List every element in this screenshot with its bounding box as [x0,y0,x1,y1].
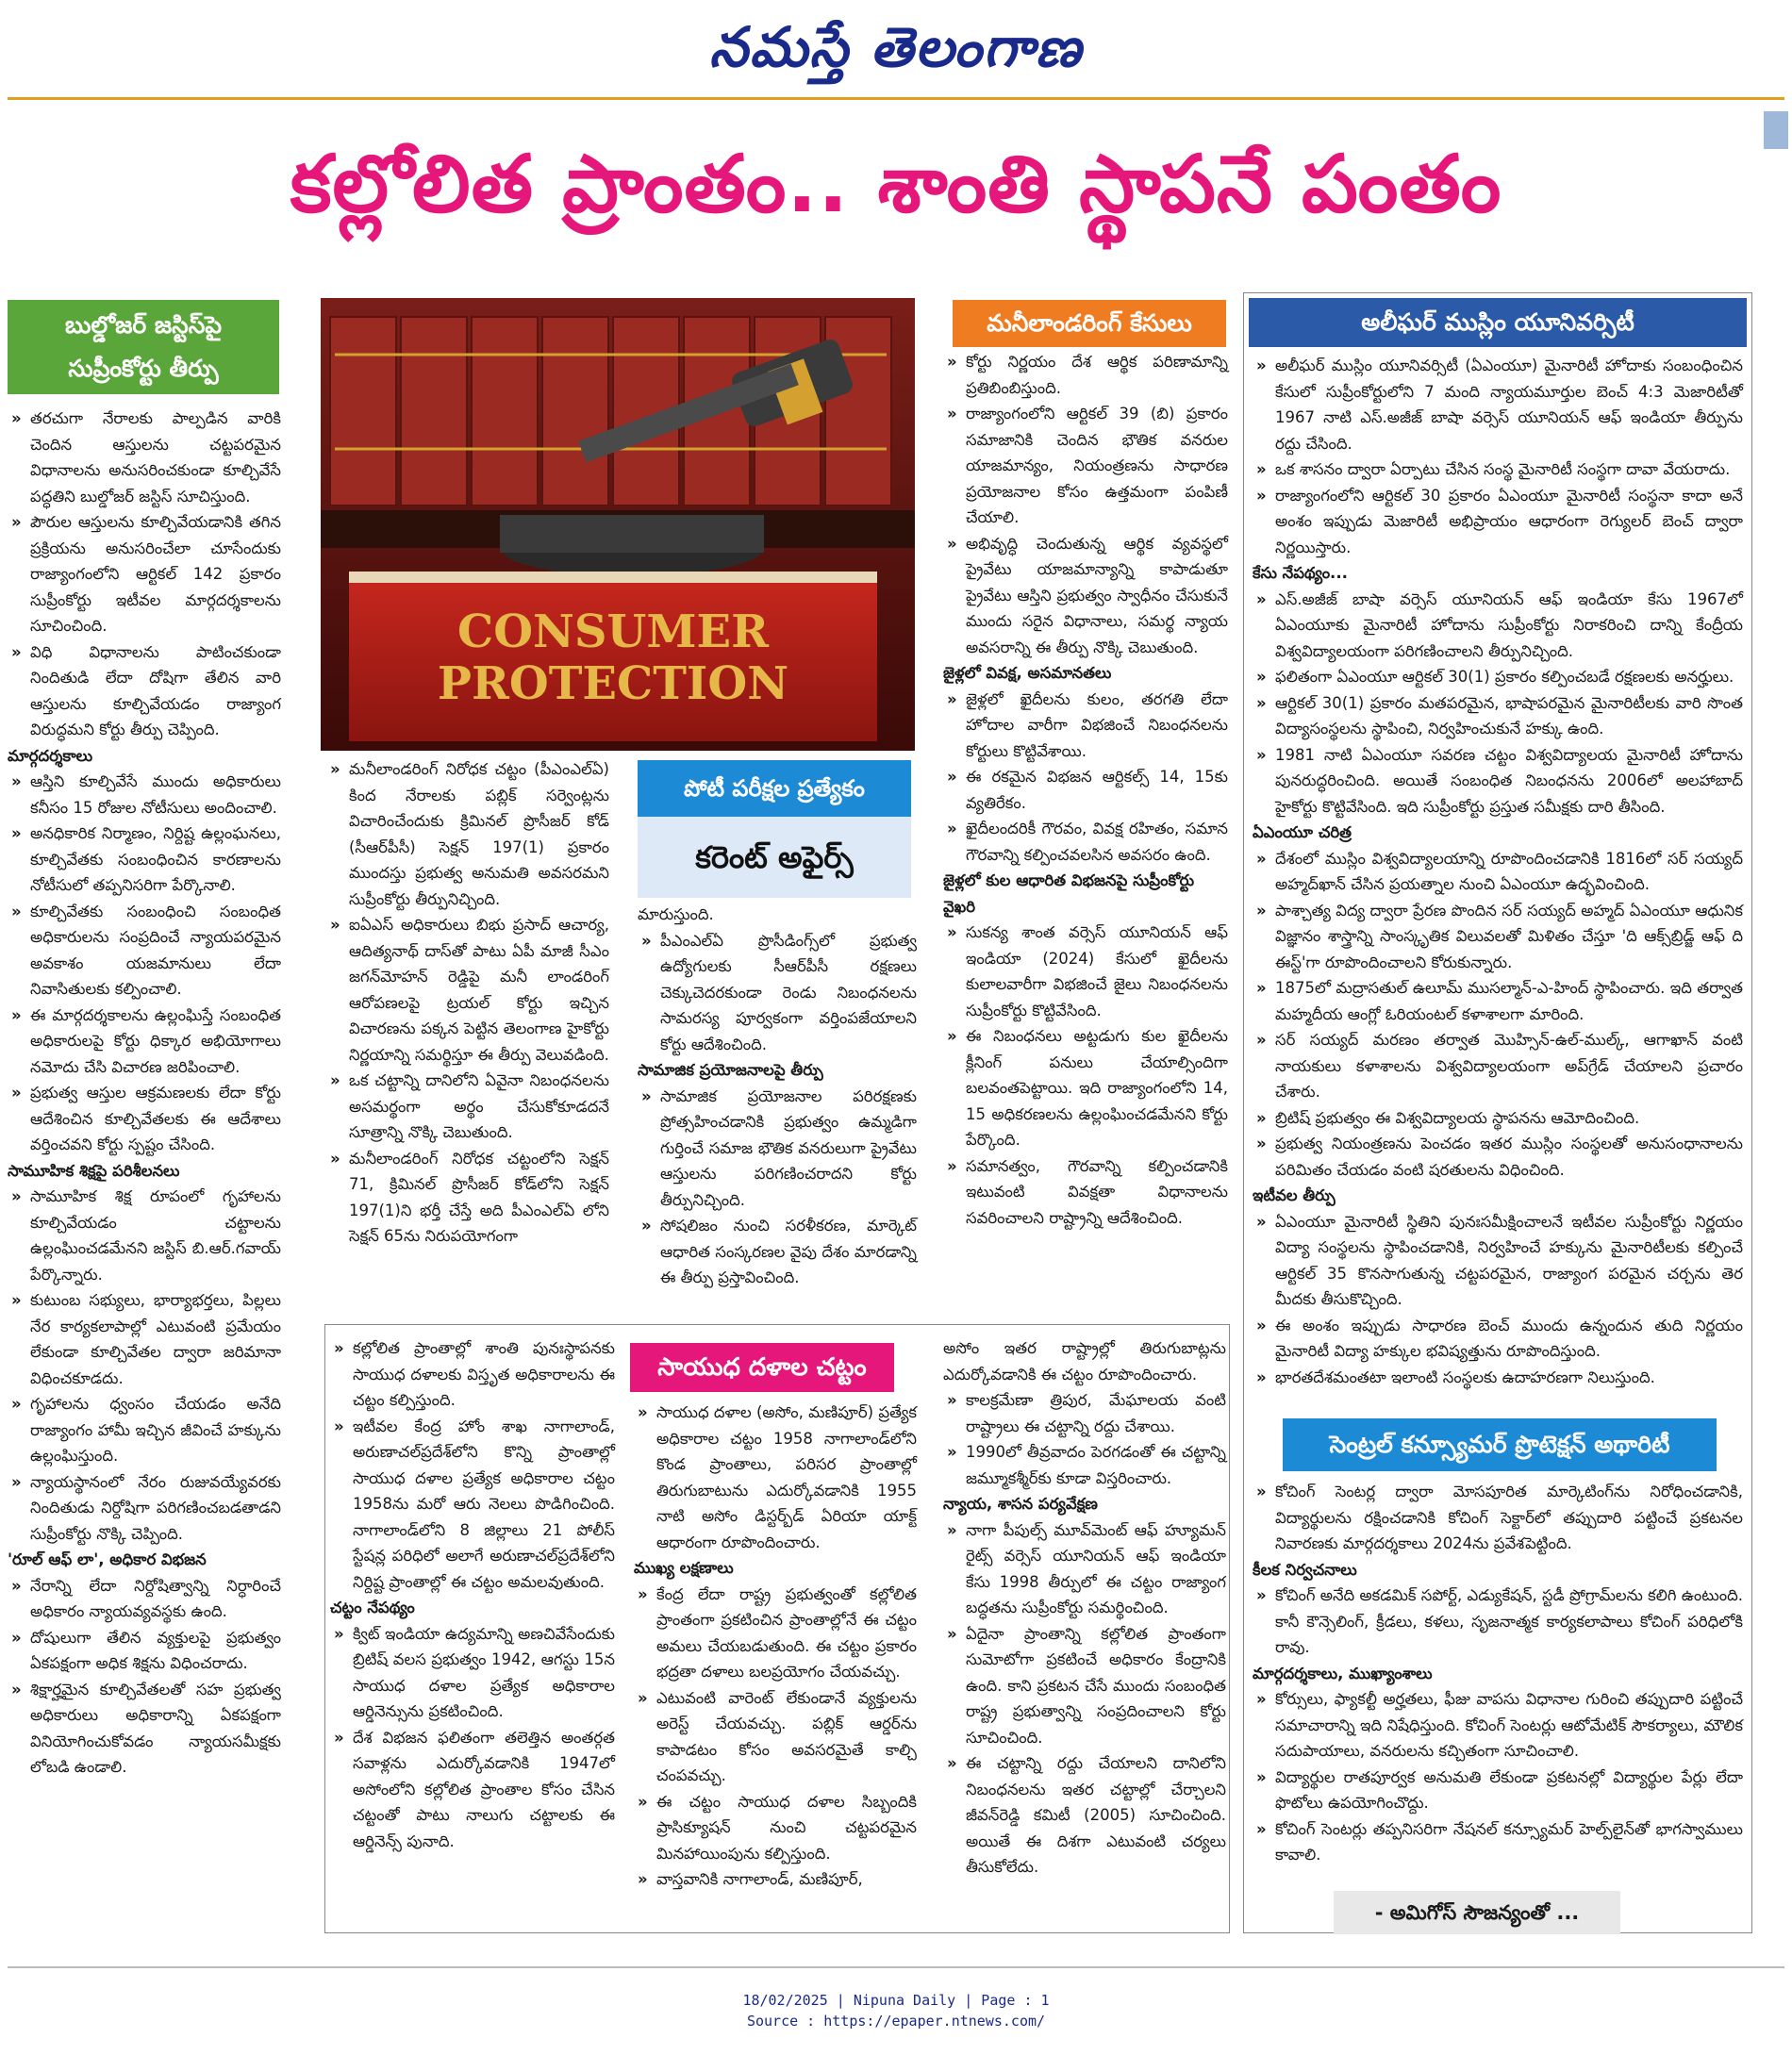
column-moneylaundering-b [638,902,917,1291]
column-armed-c [943,1335,1226,1881]
paragraph: » కోర్సులు, ఫ్యాకల్టీ అర్హతలు, ఫీజు వాపసు విధానాల గురించి తప్పుదారి పట్టించే సమాచారాన్ని ఇది నిషేధిస్తుంది. కోచింగ్ సెంటర్లు ఆటోమేటిక్ సౌకర్యాలు, మౌలిక సదుపాయాలు, వనరులను కచ్చితంగా సూచించాలి. [1253,1686,1743,1765]
bulldozer-title-line2: సుప్రీంకోర్టు తీర్పు [68,355,219,382]
paragraph: » కూల్చివేతకు సంబంధించి సంబంధిత అధికారులను సంప్రదించే న్యాయపరమైన అవకాశం యజమానులు లేదా నివాసితులకు కల్పించాలి. [8,899,281,1003]
paragraph: » ప్రభుత్వ నియంత్రణను పెంచడం ఇతర ముస్లిం సంస్థలతో అనుసంధానాలను పరిమితం చేయడం వంటి షరతులను విధించింది. [1253,1131,1743,1183]
subheading: మార్గదర్శకాలు [8,746,93,765]
paragraph: » కోచింగ్ అనేది అకడమిక్ సపోర్ట్, ఎడ్యుకేషన్, స్టడీ ప్రోగ్రామ్‌లను కలిగి ఉంటుంది. కానీ కౌన్సెలింగ్, క్రీడలు, కళలు, సృజనాత్మక కార్యకలాపాలు కోచింగ్ పరిధిలోకి రావు. [1253,1583,1743,1661]
book-title-line1: CONSUMER [456,605,770,658]
paragraph: » కాలక్రమేణా త్రిపుర, మేఘాలయ వంటి రాష్ట్రాలు ఈ చట్టాన్ని రద్దు చేశాయి. [943,1387,1226,1439]
paragraph: » కేంద్ర లేదా రాష్ట్ర ప్రభుత్వంతో కల్లోలిత ప్రాంతంగా ప్రకటించిన ప్రాంతాల్లోనే ఈ చట్టం అమలు చేయబడుతుంది. ఈ చట్టం ప్రకారం భద్రతా దళాలు బలప్రయోగం చేయవచ్చు. [634,1582,917,1685]
paragraph: » దోషులుగా తేలిన వ్యక్తులపై ప్రభుత్వం ఏకపక్షంగా అధిక శిక్షను విధించరాదు. [8,1625,281,1677]
consumer-protection-photo [321,298,915,751]
paragraph: » ఫలితంగా ఏఎంయూ ఆర్టికల్ 30(1) ప్రకారం కల్పించబడే రక్షణలకు అనర్హులు. [1253,664,1743,690]
subheading: జైళ్లలో వివక్ష, అసమానతలు [943,664,1112,682]
paragraph: » సోషలిజం నుంచి సరళీకరణ, మార్కెట్ ఆధారిత సంస్కరణల వైపు దేశం మారడాన్ని ఈ తీర్పు ప్రస్తావించింది. [638,1213,917,1291]
subheading: సామాజిక ప్రయోజనాలపై తీర్పు [638,1061,823,1079]
paragraph: » ఏఎంయూ మైనారిటీ స్థితిని పునఃసమీక్షించాలనే ఇటీవల సుప్రీంకోర్టు నిర్ణయం విద్యా సంస్థలను స్థాపించడానికి, నిర్వహించే హక్కును మైనారిటీలకు కల్పించే ఆర్టికల్ 35 కొనసాగుతున్న చట్టపరమైన, రాజ్యాంగ పరమైన చర్చను తెర మీదకు తీసుకొచ్చింది. [1253,1209,1743,1313]
paragraph: » నాగా పీపుల్స్ మూవ్‌మెంట్ ఆఫ్ హ్యూమన్ రైట్స్ వర్సెస్ యూనియన్ ఆఫ్ ఇండియా కేసు 1998 తీర్పులో ఈ చట్టం రాజ్యాంగ బద్ధతను సుప్రీంకోర్టు సమర్థించింది. [943,1517,1226,1621]
paragraph: » ఎస్.అజీజ్ బాషా వర్సెస్ యూనియన్ ఆఫ్ ఇండియా కేసు 1967లో ఏఎంయూకు మైనారిటీ హోదాను సుప్రీంకోర్టు నిరాకరించి దాన్ని కేంద్రీయ విశ్వవిద్యాలయంగా పరిగణించాలని తీర్పునిచ్చింది. [1253,587,1743,665]
paragraph: » ఈ రకమైన విభజన ఆర్టికల్స్ 14, 15కు వ్యతిరేకం. [943,764,1228,816]
column-armed-a [330,1335,615,1854]
page-headline: కల్లోలిత ప్రాంతం.. శాంతి స్థాపనే పంతం [290,138,1502,230]
newspaper-logo: నమస్తే తెలంగాణ [709,15,1083,79]
page-footer [0,1990,1792,2031]
paragraph: » ప్రభుత్వ ఆస్తుల ఆక్రమణలకు లేదా కోర్టు ఆదేశించిన కూల్చివేతలకు ఈ ఆదేశాలు వర్తించవని కోర్టు స్పష్టం చేసింది. [8,1080,281,1158]
paragraph: » సుకన్య శాంత వర్సెస్ యూనియన్ ఆఫ్ ఇండియా (2024) కేసులో ఖైదీలను కులాలవారీగా విభజించే జైలు నిబంధనలను సుప్రీంకోర్టు కొట్టివేసింది. [943,920,1228,1023]
paragraph: » దేశంలో ముస్లిం విశ్వవిద్యాలయాన్ని రూపొందించడానికి 1816లో సర్ సయ్యద్ అహ్మద్‌ఖాన్ చేసిన ప్రయత్నాల నుంచి ఏఎంయూ ఉద్భవించింది. [1253,846,1743,898]
footer-source-line: Source : https://epaper.ntnews.com/ [746,2013,1046,2030]
paragraph: » ఎటువంటి వారెంట్ లేకుండానే వ్యక్తులను అరెస్ట్ చేయవచ్చు. పబ్లిక్ ఆర్డర్‌ను కాపాడటం కోసం అవసరమైతే కాల్చి చంపవచ్చు. [634,1685,917,1789]
paragraph: » సర్ సయ్యద్ మరణం తర్వాత మొహ్సిన్-ఉల్-ముల్క్, ఆగాఖాన్ వంటి నాయకులు కళాశాలను విశ్వవిద్యాలయంగా అప్‌గ్రేడ్ చేయాలని ప్రచారం చేశారు. [1253,1027,1743,1105]
column-moneylaundering-c [943,349,1228,1231]
paragraph: » ఆస్తిని కూల్చివేసే ముందు అధికారులు కనీసం 15 రోజుల నోటీసులు అందించాలి. [8,769,281,820]
paragraph: మారుస్తుంది. [638,905,714,923]
footer-date-line: 18/02/2025 | Nipuna Daily | Page : 1 [742,1992,1050,2009]
paragraph: » పీఎంఎల్‌ఏ ప్రొసీడింగ్స్‌లో ప్రభుత్వ ఉద్యోగులకు సీఆర్‌పీసీ రక్షణలు చెక్కుచెదరకుండా రెండు నిబంధనలను సామరస్య పూర్వకంగా వర్తింపజేయాలని కోర్టు ఆదేశించింది. [638,928,917,1058]
paragraph: » సాయుధ దళాల (అసోం, మణిపూర్) ప్రత్యేక అధికారాల చట్టం 1958 నాగాలాండ్‌లోని కొండ ప్రాంతాలు, పరిసర ప్రాంతాల్లో తిరుగుబాటును ఎదుర్కోవడానికి 1955 నాటి అసోం డిస్టర్బ్‌డ్ ఏరియా యాక్ట్ ఆధారంగా రూపొందించారు. [634,1400,917,1555]
paragraph: » ఈ నిబంధనలు అట్టడుగు కుల ఖైదీలను క్లీనింగ్ పనులు చేయాల్సిందిగా బలవంతపెట్టాయి. ఇది రాజ్యాంగంలోని 14, 15 అధికరణలను ఉల్లంఘించడమేనని కోర్టు పేర్కొంది. [943,1023,1228,1153]
paragraph: » బ్రిటిష్ ప్రభుత్వం ఈ విశ్వవిద్యాలయ స్థాపనను ఆమోదించింది. [1253,1105,1743,1132]
armed-forces-title-box: సాయుధ దళాల చట్టం [630,1343,894,1392]
subheading: ఏఎంయూ చరిత్ర [1253,823,1352,841]
paragraph: » 1875లో మద్రాసతుల్ ఉలూమ్ ముసల్మాన్-ఎ-హింద్ స్థాపించారు. ఇది తర్వాత మహ్మదీయ ఆంగ్లో ఓరియంటల్ కళాశాలగా మారింది. [1253,975,1743,1027]
paragraph: » అలీఘర్ ముస్లిం యూనివర్సిటీ (ఏఎంయూ) మైనారిటీ హోదాకు సంబంధించిన కేసులో సుప్రీంకోర్టులోని 7 మంది న్యాయమూర్తుల బెంచ్ 4:3 మెజారిటీతో 1967 నాటి ఎస్.అజీజ్ బాషా వర్సెస్ యూనియన్ ఆఫ్ ఇండియా తీర్పును రద్దు చేసింది. [1253,353,1743,456]
paragraph: అసోం ఇతర రాష్ట్రాల్లో తిరుగుబాట్లను ఎదుర్కోవడానికి ఈ చట్టం రూపొందించారు. [943,1339,1226,1384]
paragraph: » సామూహిక శిక్ష రూపంలో గృహాలను కూల్చివేయడం చట్టాలను ఉల్లంఘించడమేనని జస్టిస్ బి.ఆర్.గవాయ్ పేర్కొన్నారు. [8,1184,281,1287]
paragraph: » సామాజిక ప్రయోజనాల పరిరక్షణకు ప్రోత్సహించడానికి ప్రభుత్వం ఉమ్మడిగా గుర్తించే సమాజ భౌతిక వనరులుగా ప్రైవేటు ఆస్తులను పరిగణించరాదని కోర్టు తీర్పునిచ్చింది. [638,1084,917,1214]
paragraph: » 1990లో తీవ్రవాదం పెరగడంతో ఈ చట్టాన్ని జమ్మూకశ్మీర్‌కు కూడా విస్తరించారు. [943,1439,1226,1491]
paragraph: » కోచింగ్ సెంటర్ల ద్వారా మోసపూరిత మార్కెటింగ్‌ను నిరోధించడానికి, విద్యార్థులను రక్షించడానికి కోచింగ్ సెక్టార్‌లో తప్పుదారి పట్టించే ప్రకటనల నివారణకు మార్గదర్శకాలు 2024ను ప్రవేశపెట్టింది. [1253,1479,1743,1557]
paragraph: » ఈ చట్టం సాయుధ దళాల సిబ్బందికి ప్రాసిక్యూషన్ నుంచి చట్టపరమైన మినహాయింపును కల్పిస్తుంది. [634,1789,917,1867]
paragraph: » ఇటీవల కేంద్ర హోం శాఖ నాగాలాండ్, అరుణాచల్‌ప్రదేశ్‌లోని కొన్ని ప్రాంతాల్లో సాయుధ దళాల ప్రత్యేక అధికారాల చట్టం 1958ను మరో ఆరు నెలలు పొడిగించింది. నాగాలాండ్‌లోని 8 జిల్లాలు 21 పోలీస్ స్టేషన్ల పరిధిలో అలాగే అరుణాచల్‌ప్రదేశ్‌లోని నిర్దిష్ట ప్రాంతాల్లో ఈ చట్టం అమలవుతుంది. [330,1414,615,1596]
column-bulldozer [8,406,281,1781]
paragraph: » వాస్తవానికి నాగాలాండ్, మణిపూర్, [634,1866,917,1893]
current-affairs-label: కరెంట్ అఫైర్స్ [638,817,911,898]
paragraph: » ఈ మార్గదర్శకాలను ఉల్లంఘిస్తే సంబంధిత అధికారులపై కోర్టు ధిక్కార అభియోగాలు నమోదు చేసి విచారణ జరిపించాలి. [8,1003,281,1081]
paragraph: » అనధికారిక నిర్మాణం, నిర్దిష్ట ఉల్లంఘనలు, కూల్చివేతకు సంబంధించిన కారణాలను నోటీసులో తప్పనిసరిగా పేర్కొనాలి. [8,820,281,899]
subheading: సామూహిక శిక్షపై పరిశీలనలు [8,1161,180,1180]
subheading: కేసు నేపథ్యం... [1253,564,1348,582]
column-aligarh [1253,353,1743,1390]
paragraph: » అభివృద్ధి చెందుతున్న ఆర్థిక వ్యవస్థలో ప్రైవేటు యాజమాన్యాన్ని కాపాడుతూ ప్రైవేటు ఆస్తిని ప్రభుత్వం స్వాధీనం చేసుకునే ముందు సరైన విధానాలు, సమర్థ న్యాయ అవసరాన్ని ఈ తీర్పు నొక్కి చెబుతుంది. [943,531,1228,661]
paragraph: » 1981 నాటి ఏఎంయూ సవరణ చట్టం విశ్వవిద్యాలయ మైనారిటీ హోదాను పునరుద్ధరించింది. అయితే సంబంధిత నిబంధనను 2006లో అలహాబాద్ హైకోర్టు కొట్టివేసింది. ఇది సుప్రీంకోర్టు ప్రస్తుత సమీక్షకు దారి తీసింది. [1253,742,1743,820]
column-moneylaundering-a [326,756,609,1250]
subheading: ఇటీవల తీర్పు [1253,1186,1336,1204]
paragraph: » ఆర్టికల్ 30(1) ప్రకారం మతపరమైన, భాషాపరమైన మైనారిటీలకు వారి సొంత విద్యాసంస్థలను స్థాపించి, నిర్వహించుకునే హక్కు ఉంది. [1253,690,1743,742]
paragraph: » రాజ్యాంగంలోని ఆర్టికల్ 30 ప్రకారం ఏఎంయూ మైనారిటీ సంస్థనా కాదా అనే అంశం ఇప్పుడు మెజారిటీ అభిప్రాయం ఆధారంగా రెగ్యులర్ బెంచ్ ద్వారా నిర్ణయిస్తారు. [1253,483,1743,561]
paragraph: » భారతదేశమంతటా ఇలాంటి సంస్థలకు ఉదాహరణగా నిలుస్తుంది. [1253,1365,1743,1391]
subheading: ముఖ్య లక్షణాలు [634,1559,734,1577]
paragraph: » ఒక శాసనం ద్వారా ఏర్పాటు చేసిన సంస్థ మైనారిటీ సంస్థగా దావా వేయరాదు. [1253,456,1743,483]
paragraph: » ఖైదీలందరికీ గౌరవం, వివక్ష రహితం, సమాన గౌరవాన్ని కల్పించవలసిన అవసరం ఉంది. [943,816,1228,868]
column-armed-b [634,1400,917,1893]
paragraph: » ఈ చట్టాన్ని రద్దు చేయాలని దానిలోని నిబంధనలను ఇతర చట్టాల్లో చేర్చాలని జీవన్‌రెడ్డి కమిటీ (2005) సూచించింది. అయితే ఈ దిశగా ఎటువంటి చర్యలు తీసుకోలేదు. [943,1750,1226,1881]
paragraph: » న్యాయస్థానంలో నేరం రుజువయ్యేవరకు నిందితుడు నిర్దోషిగా పరిగణించబడతాడని సుప్రీంకోర్టు నొక్కి చెప్పింది. [8,1469,281,1548]
paragraph: » తరచుగా నేరాలకు పాల్పడిన వారికి చెందిన ఆస్తులను చట్టపరమైన విధానాలను అనుసరించకుండా కూల్చివేసే పద్ధతిని బుల్డోజర్ జస్టిస్ సూచిస్తుంది. [8,406,281,509]
paragraph: » ఐఏఎస్ అధికారులు బిభు ప్రసాద్ ఆచార్య, ఆదిత్యనాథ్ దాస్‌తో పాటు ఏపీ మాజీ సీఎం జగన్‌మోహన్ రెడ్డిపై మనీ లాండరింగ్ ఆరోపణలపై ట్రయల్ కోర్టు ఇచ్చిన విచారణను పక్కన పెట్టిన తెలంగాణ హైకోర్టు నిర్ణయాన్ని సమర్థిస్తూ ఈ తీర్పు వెలువడింది. [326,912,609,1068]
moneylaundering-title-box: మనీలాండరింగ్ కేసులు [953,300,1226,347]
paragraph: » మనీలాండరింగ్ నిరోధక చట్టం (పీఎంఎల్‌ఏ) కింద నేరాలకు పబ్లిక్ సర్వెంట్లను విచారించేందుకు క్రిమినల్ ప్రొసీజర్ కోడ్ (సీఆర్‌పీసీ) సెక్షన్ 197(1) ప్రకారం ముందస్తు ప్రభుత్వ అనుమతి అవసరమని సుప్రీంకోర్టు తీర్పునిచ్చింది. [326,756,609,912]
paragraph: » రాజ్యాంగంలోని ఆర్టికల్ 39 (బి) ప్రకారం సమాజానికి చెందిన భౌతిక వనరుల యాజమాన్యం, నియంత్రణను సాధారణ ప్రయోజనాల కోసం ఉత్తమంగా పంపిణీ చేయాలి. [943,401,1228,531]
exam-special-label: పోటీ పరీక్షల ప్రత్యేకం [638,760,911,817]
bulldozer-title-line1: బుల్డోజర్ జస్టిస్‌పై [64,311,223,339]
subheading: మార్గదర్శకాలు, ముఖ్యాంశాలు [1253,1664,1433,1682]
column-ccpa [1253,1479,1743,1868]
paragraph: » జైళ్లలో ఖైదీలను కులం, తరగతి లేదా హోదాల వారీగా విభజించే నిబంధనలను కోర్టులు కొట్టివేశాయి. [943,687,1228,765]
paragraph: » సమానత్వం, గౌరవాన్ని కల్పించడానికి ఇటువంటి వివక్షతా విధానాలను సవరించాలని రాష్ట్రాన్ని ఆదేశించింది. [943,1153,1228,1232]
paragraph: » మనీలాండరింగ్ నిరోధక చట్టంలోని సెక్షన్ 71, క్రిమినల్ ప్రొసీజర్ కోడ్‌లోని సెక్షన్ 197(1)ని భర్తీ చేస్తే అది పీఎంఎల్‌ఏ లోని సెక్షన్ 65ను నిరుపయోగంగా [326,1146,609,1250]
masthead [0,0,1792,99]
paragraph: » పాశ్చాత్య విద్య ద్వారా ప్రేరణ పొందిన సర్ సయ్యద్ అహ్మద్ ఏఎంయూ ఆధునిక విజ్ఞానం శాస్త్రాన్ని సాంస్కృతిక విలువలతో మిళితం చేస్తూ 'ది ఆక్స్‌బ్రిడ్జ్ ఆఫ్ ది ఈస్ట్'గా రూపొందించాలని కోరుకున్నారు. [1253,898,1743,976]
subheading: జైళ్లలో కుల ఆధారిత విభజనపై సుప్రీంకోర్టు వైఖరి [943,871,1195,916]
subheading: న్యాయ, శాసన పర్యవేక్షణ [943,1495,1098,1513]
paragraph: » కల్లోలిత ప్రాంతాల్లో శాంతి పునఃస్థాపనకు సాయుధ దళాలకు విస్తృత అధికారాలను ఈ చట్టం కల్పిస్తుంది. [330,1335,615,1414]
credit-label: - అమిగోస్ సౌజన్యంతో ... [1334,1891,1620,1934]
aligarh-title-box: అలీఘర్ ముస్లిం యూనివర్సిటీ [1249,298,1747,347]
subheading: కీలక నిర్వచనాలు [1253,1560,1357,1579]
paragraph: » ఒక చట్టాన్ని దానిలోని ఏవైనా నిబంధనలను అసమర్థంగా అర్థం చేసుకోకూడదనే సూత్రాన్ని నొక్కి చెబుతుంది. [326,1068,609,1146]
paragraph: » ఈ అంశం ఇప్పుడు సాధారణ బెంచ్ ముందు ఉన్నందున తుది నిర్ణయం మైనారిటీ విద్యా హక్కుల భవిష్యత్తును రూపొందిస్తుంది. [1253,1313,1743,1365]
bulldozer-title-box [8,300,279,394]
paragraph: » శిక్షార్హమైన కూల్చివేతలతో సహ ప్రభుత్వ అధికారులు అధికారాన్ని ఏకపక్షంగా వినియోగించుకోవడం న్యాయసమీక్షకు లోబడి ఉండాలి. [8,1677,281,1781]
gavel-book-illustration [321,298,915,751]
paragraph: » గృహాలను ధ్వంసం చేయడం అనేది రాజ్యాంగం హామీ ఇచ్చిన జీవించే హక్కును ఉల్లంఘిస్తుంది. [8,1391,281,1469]
paragraph: » విధి విధానాలను పాటించకుండా నిందితుడి లేదా దోషిగా తేలిన వారి ఆస్తులను కూల్చివేయడం రాజ్యాంగ విరుద్ధమని కోర్టు తీర్పు చెప్పింది. [8,639,281,743]
ccpa-title-box: సెంట్రల్ కన్స్యూమర్ ప్రొటెక్షన్ అథారిటీ [1283,1418,1717,1471]
paragraph: » విద్యార్థుల రాతపూర్వక అనుమతి లేకుండా ప్రకటనల్లో విద్యార్థుల పేర్లు లేదా ఫొటోలు ఉపయోగించొద్దు. [1253,1765,1743,1816]
paragraph: » కోచింగ్ సెంటర్లు తప్పనిసరిగా నేషనల్ కన్స్యూమర్ హెల్ప్‌లైన్‌తో భాగస్వాములు కావాలి. [1253,1816,1743,1868]
paragraph: » క్విట్ ఇండియా ఉద్యమాన్ని అణచివేసేందుకు బ్రిటిష్ వలస ప్రభుత్వం 1942, ఆగస్టు 15న సాయుధ దళాల ప్రత్యేక అధికారాల ఆర్డినెన్సును ప్రకటించింది. [330,1621,615,1725]
subheading: చట్టం నేపథ్యం [330,1599,415,1616]
paragraph: » ఏదైనా ప్రాంతాన్ని కల్లోలిత ప్రాంతంగా సుమోటోగా ప్రకటించే అధికారం కేంద్రానికి ఉంది. కాని ప్రకటన చేసే ముందు సంబంధిత రాష్ట్ర ప్రభుత్వాన్ని సంప్రదించాలని కోర్టు సూచించింది. [943,1621,1226,1751]
footer-rule [8,1966,1784,1968]
masthead-rule [8,97,1784,100]
paragraph: » కోర్టు నిర్ణయం దేశ ఆర్థిక పరిణామాన్ని ప్రతిబింబిస్తుంది. [943,349,1228,401]
subheading: 'రూల్ ఆఫ్ లా', అధికార విభజన [8,1550,207,1568]
paragraph: » కుటుంబ సభ్యులు, భార్యాభర్తలు, పిల్లలు నేర కార్యకలాపాల్లో ఎటువంటి ప్రమేయం లేకుండా కూల్చివేతల ద్వారా జరిమానా విధించకూడదు. [8,1287,281,1391]
book-title-line2: PROTECTION [437,657,789,710]
paragraph: » పౌరుల ఆస్తులను కూల్చివేయడానికి తగిన ప్రక్రియను అనుసరించేలా చూసేందుకు రాజ్యాంగంలోని ఆర్టికల్ 142 ప్రకారం సుప్రీంకోర్టు ఇటీవల మార్గదర్శకాలను సూచించింది. [8,509,281,639]
paragraph: » దేశ విభజన ఫలితంగా తలెత్తిన అంతర్గత సవాళ్లను ఎదుర్కోవడానికి 1947లో అసోంలోని కల్లోలిత ప్రాంతాల కోసం చేసిన చట్టంతో పాటు నాలుగు చట్టాలకు ఈ ఆర్డినెన్స్ పునాది. [330,1725,615,1855]
paragraph: » నేరాన్ని లేదా నిర్దోషిత్వాన్ని నిర్ధారించే అధికారం న్యాయవ్యవస్థకు ఉంది. [8,1573,281,1625]
